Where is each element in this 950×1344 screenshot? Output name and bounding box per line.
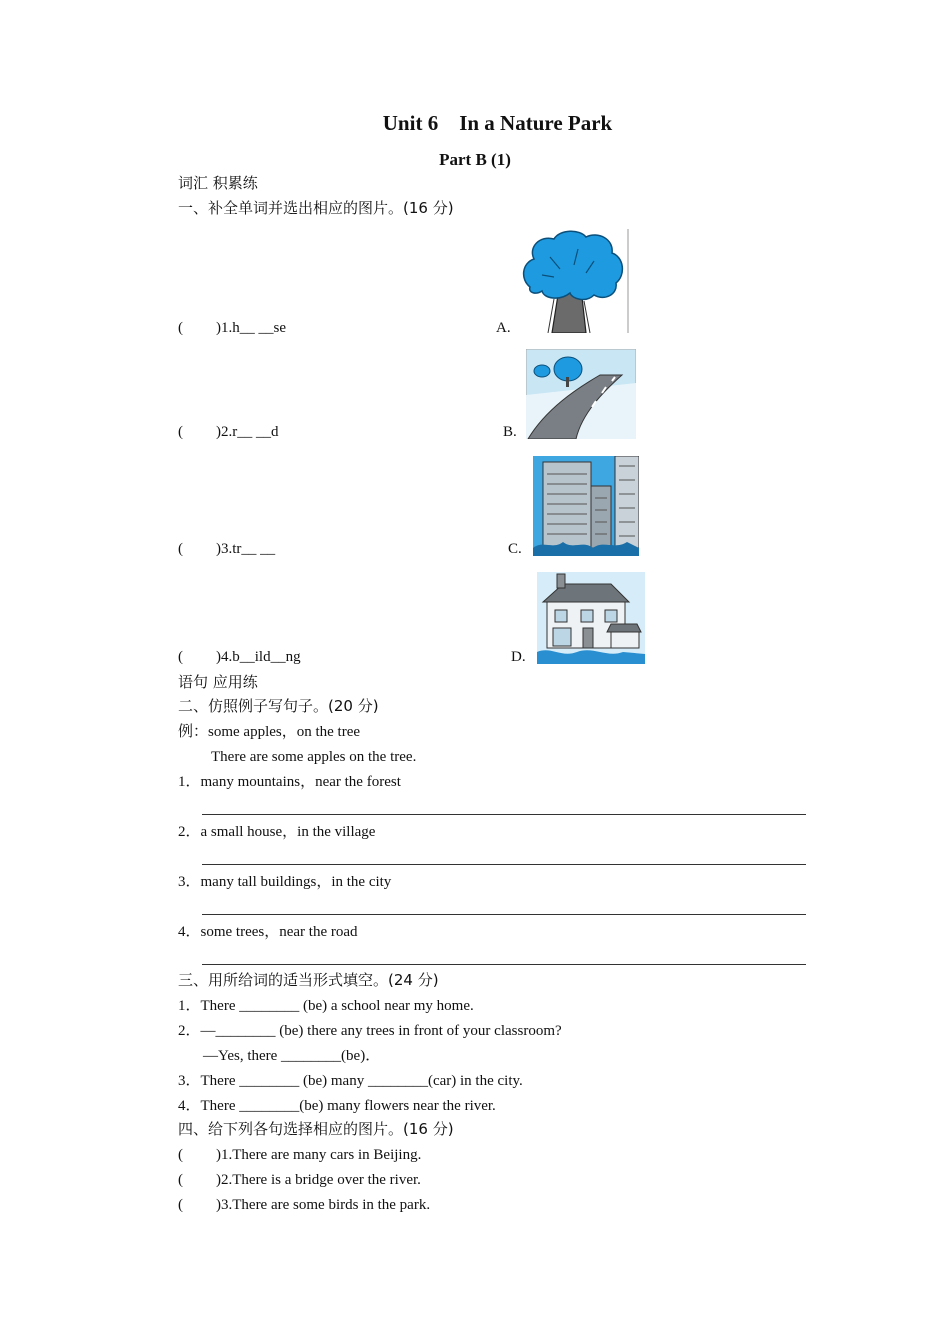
match-paren-2: ( (178, 1172, 183, 1188)
sentence-prompt-1: 1．many mountains，near the forest (178, 774, 401, 790)
vocab-paren-2: ( (178, 424, 183, 440)
page-title: Unit 6 In a Nature Park (382, 111, 613, 135)
match-item-3: )3.There are some birds in the park. (216, 1197, 431, 1213)
fill-heading: 三、用所给词的适当形式填空。(24 分) (178, 971, 439, 989)
house-icon (537, 572, 645, 664)
vocab-item-4: )4.b__ild__ng (216, 649, 301, 665)
vocab-heading: 一、补全单词并选出相应的图片。(16 分) (178, 199, 454, 217)
answer-line-3[interactable] (202, 914, 806, 915)
vocab-item-1: )1.h__ __se (216, 320, 286, 336)
vocab-category: 词汇 积累练 (178, 174, 258, 192)
vocab-paren-4: ( (178, 649, 183, 665)
buildings-icon (533, 456, 639, 556)
example-prompt: 例：some apples，on the tree (178, 724, 361, 740)
vocab-letter-a: A. (496, 320, 511, 336)
match-paren-1: ( (178, 1147, 183, 1163)
page-subtitle: Part B (1) (439, 150, 511, 169)
tree-icon (520, 229, 630, 333)
sentence-prompt-2: 2．a small house，in the village (178, 824, 376, 840)
match-heading: 四、给下列各句选择相应的图片。(16 分) (178, 1120, 454, 1138)
match-item-2: )2.There is a bridge over the river. (216, 1172, 421, 1188)
sentences-heading: 二、仿照例子写句子。(20 分) (178, 697, 379, 715)
answer-line-4[interactable] (202, 964, 806, 965)
sentence-prompt-3: 3．many tall buildings，in the city (178, 874, 392, 890)
match-paren-3: ( (178, 1197, 183, 1213)
match-item-1: )1.There are many cars in Beijing. (216, 1147, 422, 1163)
vocab-item-3: )3.tr__ __ (216, 541, 276, 557)
example-answer: There are some apples on the tree. (211, 749, 417, 765)
fill-line-3: 3．There ________ (be) many ________(car) in the city. (178, 1073, 523, 1089)
sentences-category: 语句 应用练 (178, 673, 258, 691)
fill-line-4: 4．There ________(be) many flowers near the river. (178, 1098, 496, 1114)
answer-line-1[interactable] (202, 814, 806, 815)
answer-line-2[interactable] (202, 864, 806, 865)
vocab-letter-b: B. (503, 424, 517, 440)
road-icon (526, 349, 636, 439)
sentence-prompt-4: 4．some trees，near the road (178, 924, 358, 940)
vocab-paren-1: ( (178, 320, 183, 336)
vocab-paren-3: ( (178, 541, 183, 557)
fill-line-2: 2．—________ (be) there any trees in front of your classroom? (178, 1023, 562, 1039)
vocab-letter-c: C. (508, 541, 522, 557)
vocab-item-2: )2.r__ __d (216, 424, 279, 440)
fill-line-1: 1．There ________ (be) a school near my home. (178, 998, 474, 1014)
fill-line-2-reply: —Yes, there ________(be)． (203, 1048, 381, 1064)
vocab-letter-d: D. (511, 649, 526, 665)
